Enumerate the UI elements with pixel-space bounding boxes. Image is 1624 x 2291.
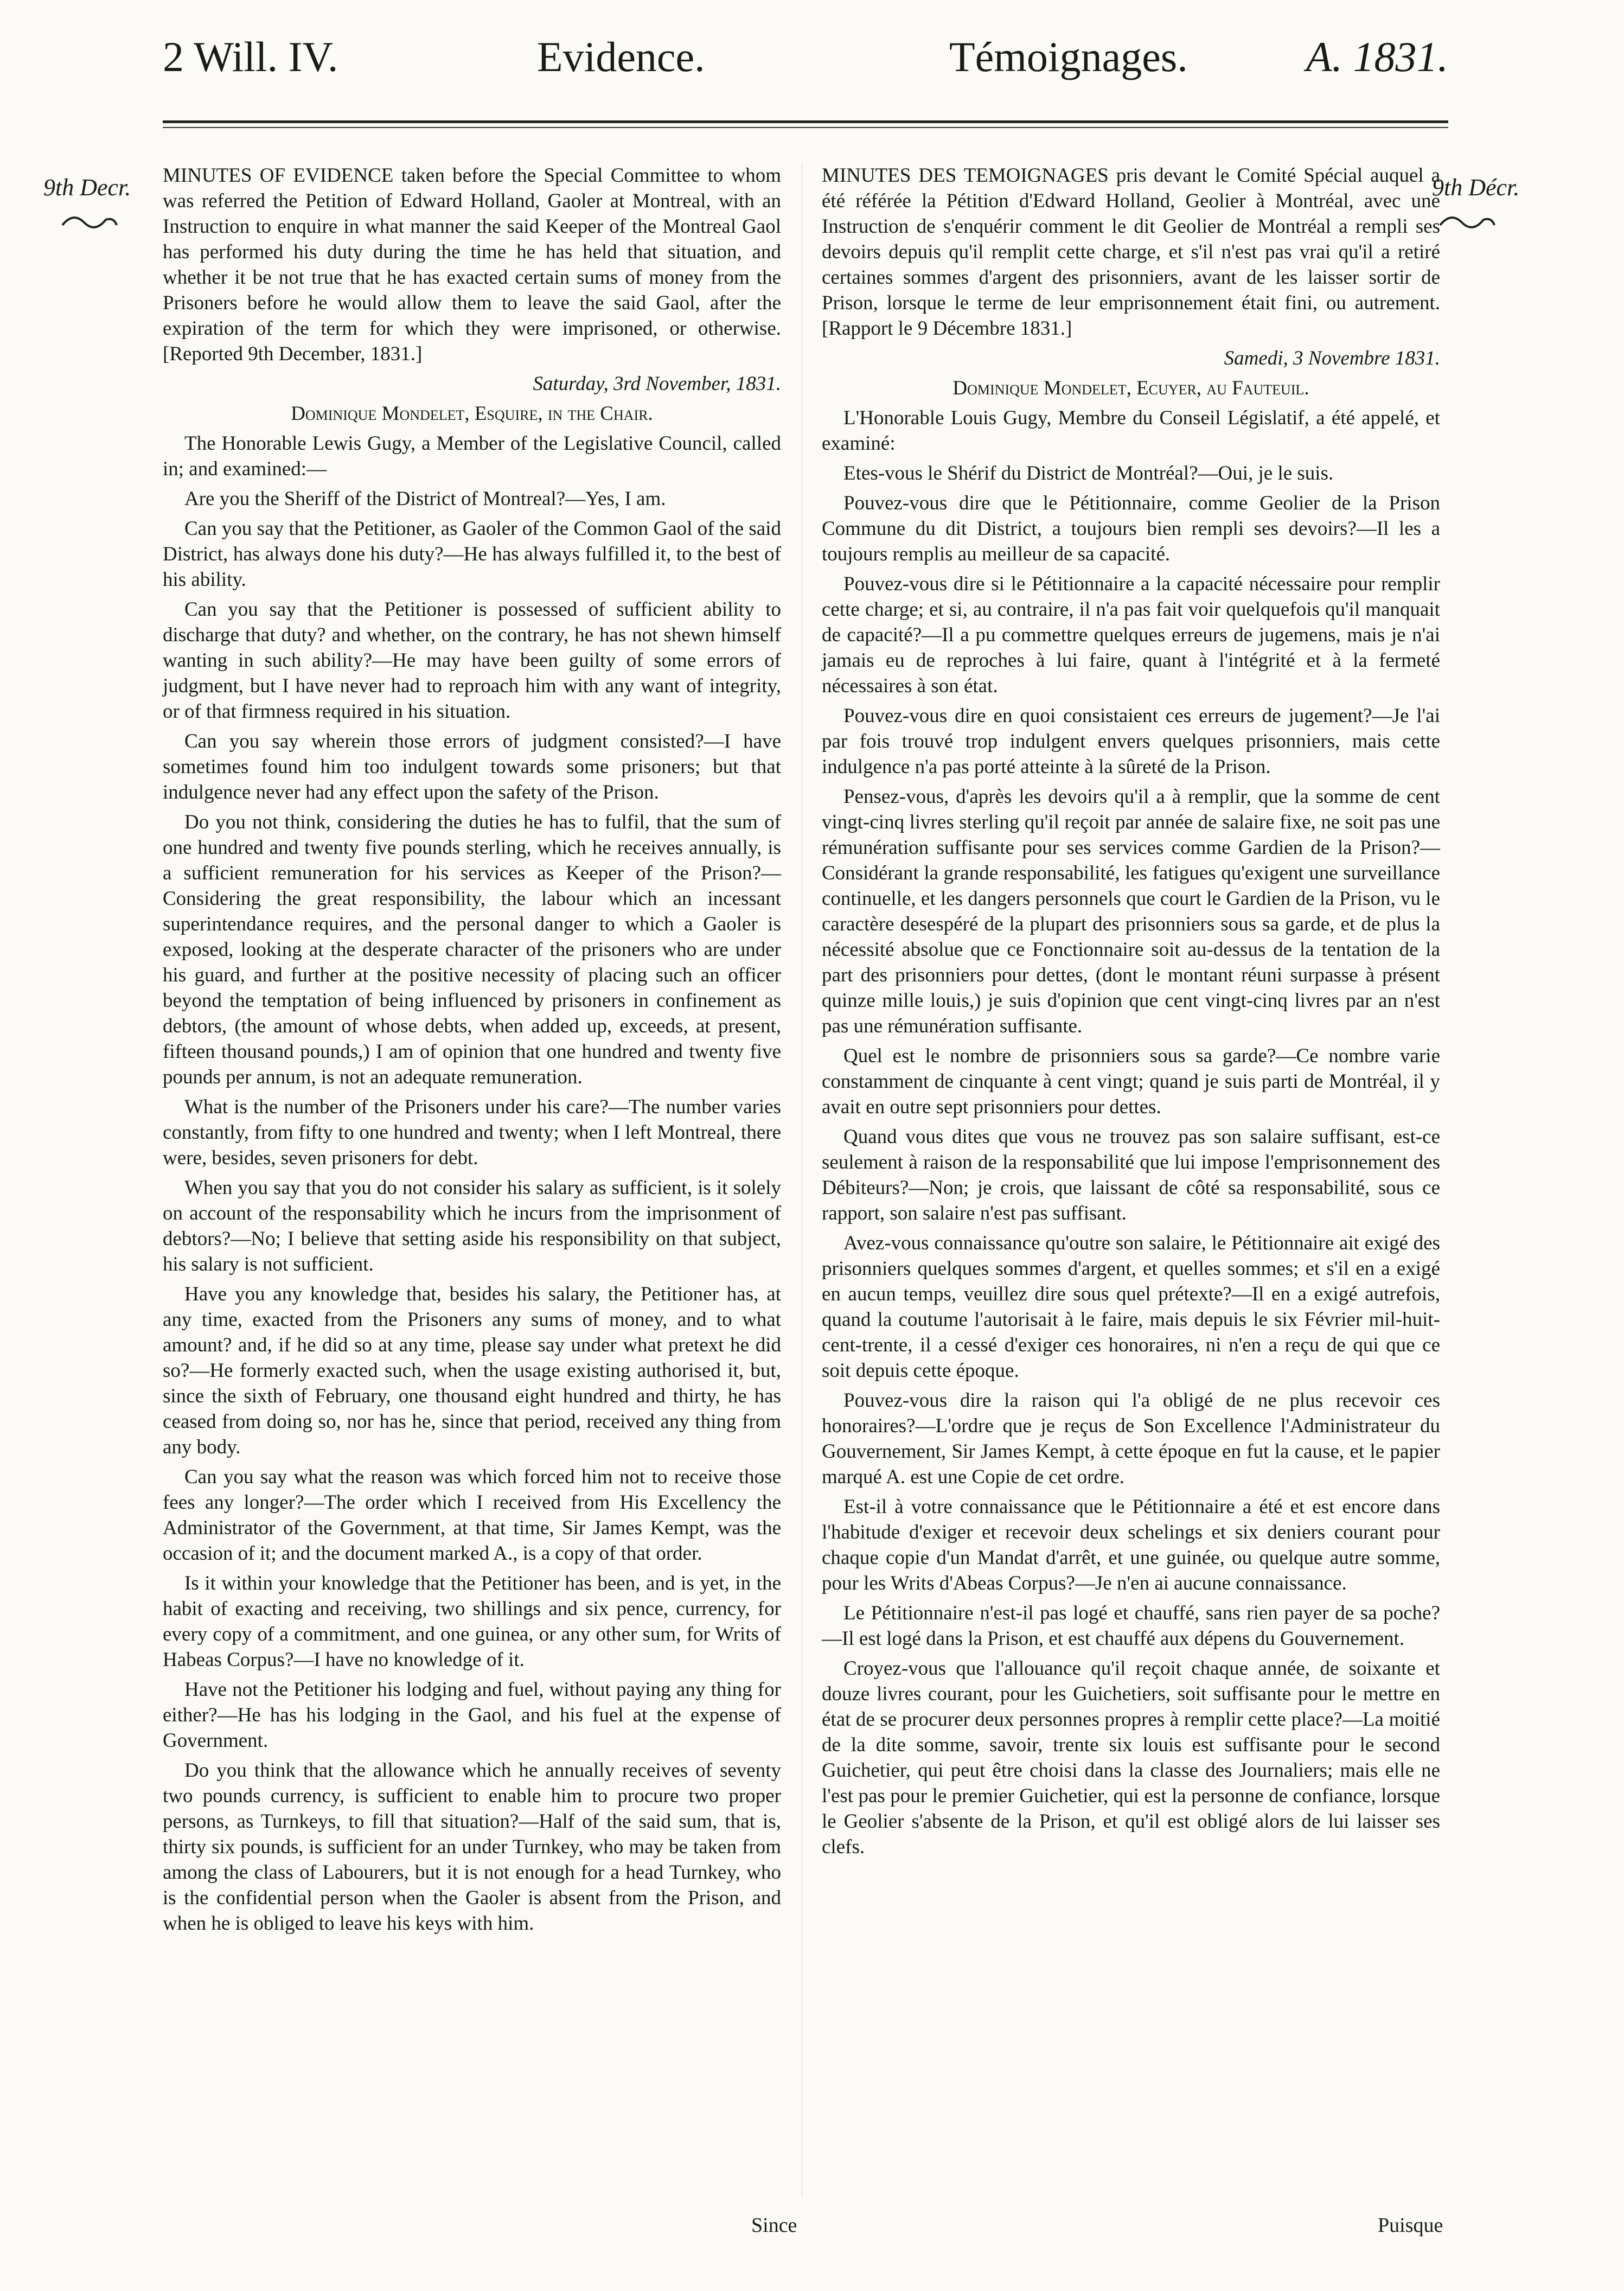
english-catchword: Since [751,2214,797,2237]
french-paragraph: Pensez-vous, d'après les devoirs qu'il a à remplir, que la somme de cent vingt-cinq livres sterling qu'il reçoit par année de salaire fixe, ne soit pas une rémunération suffisante pour ses services comme Gardien de la Prison?—Considérant la grande responsabilité, les fatigues qu'exigent une surveillance continuelle, et les dangers personnels que court le Gardien de la Prison, vu le caractère desespéré de la plupart des prisonniers sous sa garde, et de plus la nécessité absolue que ce Fonctionnaire soit au-dessus de la tentation de la part des prisonniers pour dettes, (dont le montant réuni surpasse à présent quinze mille louis,) je suis d'opinion que cent vingt-cinq livres par an n'est pas une rémunération suffisante. [822,786,1440,1037]
english-paragraph: Can you say wherein those errors of judgment consisted?—I have sometimes found him too indulgent towards some prisoners; but that indulgence never had any effect upon the safety of the Prison. [163,730,781,803]
french-chair: Dominique Mondelet, Ecuyer, au Fauteuil. [952,377,1309,399]
english-paragraph: The Honorable Lewis Gugy, a Member of the Legislative Council, called in; and examined:— [163,432,781,480]
english-intro-of: OF [259,164,286,187]
french-intro-text: pris devant le Comité Spécial auquel a été référée la Pétition d'Edward Holland, Geolier à Montréal, avec une Instruction de s'enquérir comment le dit Geolier de Montréal a rempli ses devoirs depuis qu'il remplit cette charge, et s'il n'est pas vrai qu'il a retiré certaines sommes d'argent des prisonniers, avant de les laisser sortir de Prison, lorsque le terme de leur emprisonnement était fini, ou autrement. [Rapport le 9 Décembre 1831.] [822,164,1441,340]
french-paragraph: Pouvez-vous dire que le Pétitionnaire, comme Geolier de la Prison Commune du dit District, a toujours bien rempli ses devoirs?—Il les a toujours remplis au meilleur de sa capacité. [822,492,1440,565]
english-paragraph: Are you the Sheriff of the District of Montreal?—Yes, I am. [184,488,666,510]
french-paragraph: Quel est le nombre de prisonniers sous sa garde?—Ce nombre varie constamment de cinquante à cent vingt; quand je suis parti de Montréal, il y avait en outre sept prisonniers pour dettes. [822,1045,1440,1118]
french-paragraph: Est-il à votre connaissance que le Pétitionnaire a été et est encore dans l'habitude d'exiger et recevoir deux schelings et six deniers courant pour chaque copie d'un Mandat d'arrêt, et une guinée, ou quelque autre somme, pour les Writs d'Abeas Corpus?—Je n'en ai aucune connaissance. [822,1496,1440,1594]
header-rule-thin [163,127,1448,128]
french-paragraph: Le Pétitionnaire n'est-il pas logé et chauffé, sans rien payer de sa poche?—Il est logé dans la Prison, et est chauffé aux dépens du Gouvernement. [822,1602,1440,1650]
french-paragraph: Etes-vous le Shérif du District de Montréal?—Oui, je le suis. [843,462,1334,484]
english-paragraph: Can you say that the Petitioner is possessed of sufficient ability to discharge that duty? and whether, on the contrary, he has not shewn himself wanting in such ability?—He may have been guilty of some errors of judgment, but I have never had to reproach him with any want of integrity, or of that firmness required in his situation. [163,598,781,723]
header-regnal-year: 2 Will. IV. [163,33,338,80]
english-paragraph: Do you not think, considering the duties he has to fulfil, that the sum of one hundred and twenty five pounds sterling, which he receives annually, is a sufficient remuneration for his services as Keeper of the Prison?—Considering the great responsibility, the labour which an incessant superintendance requires, and the personal danger to which a Gaoler is exposed, looking at the desperate character of the prisoners who are under his guard, and further at the positive necessity of placing such an officer beyond the temptation of being influenced by prisoners in confinement as debtors, (the amount of whose debts, when added up, exceeds, at present, fifteen thousand pounds,) I am of opinion that one hundred and twenty five pounds per annum, is not an adequate remuneration. [163,811,781,1088]
french-paragraph: Quand vous dites que vous ne trouvez pas son salaire suffisant, est-ce seulement à raison de la responsabilité que lui impose l'emprisonnement des Débiteurs?—Non; je crois, que laissant de côté sa responsabilité, sous ce rapport, son salaire n'est pas suffisant. [822,1126,1440,1224]
english-intro-text: taken before the Special Committee to whom was referred the Petition of Edward Holland, Gaoler at Montreal, with an Instruction to enquire in what manner the said Keeper of the Montreal Gaol has performed his duty during the time he has held that situation, and whether it be not true that he has exacted certain sums of money from the Prisoners before he would allow them to leave the said Gaol, after the expiration of the term for which they were imprisoned, or otherwise. [Reported 9th December, 1831.] [163,164,782,365]
french-paragraph: Croyez-vous que l'allouance qu'il reçoit chaque année, de soixante et douze livres courant, pour les Guichetiers, soit suffisante pour le mettre en état de se procurer deux personnes propres à remplir cette place?—La moitié de la dite somme, savoir, trente six louis est suffisante pour le second Guichetier, qui peut être choisi dans la classe des Journaliers; mais elle ne l'est pas pour le premier Guichetier, qui est la personne de confiance, lorsque le Geolier s'absente de la Prison, et qu'il est obligé alors de lui laisser ses clefs. [822,1657,1440,1858]
english-paragraph: Have not the Petitioner his lodging and fuel, without paying any thing for either?—He has his lodging in the Gaol, and his fuel at the expense of Government. [163,1679,781,1752]
header-year: A. 1831. [1306,33,1448,80]
running-header [163,22,1448,98]
english-paragraph: Have you any knowledge that, besides his salary, the Petitioner has, at any time, exacted from the Prisoners any sums of money, and to what amount? and, if he did so at any time, please say under what pretext he did so?—He formerly exacted such, when the usage existing authorised it, but, since the sixth of February, one thousand eight hundred and thirty, he has ceased from doing so, nor has he, since that period, received any thing from any body. [163,1283,781,1458]
french-paragraph: Pouvez-vous dire la raison qui l'a obligé de ne plus recevoir ces honoraires?—L'ordre que je reçus de Son Excellence l'Administrateur du Gouvernement, Sir James Kempt, à cette époque en fut la cause, et le papier marqué A. est une Copie de cet ordre. [822,1389,1440,1488]
margin-date-right: 9th Décr. [1432,174,1520,201]
english-paragraph: What is the number of the Prisoners under his care?—The number varies constantly, from fifty to one hundred and twenty; when I left Montreal, there were, besides, seven prisoners for debt. [163,1096,781,1169]
header-evidence: Evidence. [537,33,705,80]
french-paragraph: Pouvez-vous dire si le Pétitionnaire a la capacité nécessaire pour remplir cette charge; et si, au contraire, il n'a pas fait voir quelquefois qu'il manquait de capacité?—Il a pu commettre quelques erreurs de jugemens, mais je n'ai jamais eu de reproches à lui faire, quant à l'intégrité et à la fermeté nécessaires à son état. [822,573,1440,697]
english-column [163,163,781,1941]
english-intro-evidence: EVIDENCE [293,164,394,187]
english-intro-minutes: MINUTES [163,164,252,187]
english-dateline: Saturday, 3rd November, 1831. [533,373,781,395]
french-column [822,163,1440,1864]
flourish-right [1437,209,1497,231]
english-intro [163,163,781,367]
flourish-left [60,209,119,231]
english-paragraph: Can you say that the Petitioner, as Gaoler of the Common Gaol of the said District, has always done his duty?—He has always fulfilled it, to the best of his ability. [163,518,781,591]
french-dateline: Samedi, 3 Novembre 1831. [1224,347,1440,369]
french-intro-minutes: MINUTES [822,164,911,187]
header-rule-thick [163,120,1448,123]
french-intro-temoignages: TEMOIGNAGES [963,164,1109,187]
margin-date-left: 9th Decr. [43,174,131,201]
french-intro-des: DES [918,164,957,187]
french-paragraph: L'Honorable Louis Gugy, Membre du Conseil Législatif, a été appelé, et examiné: [822,407,1440,455]
french-paragraph: Avez-vous connaissance qu'outre son salaire, le Pétitionnaire ait exigé des prisonniers quelques sommes d'argent, et quelles sommes; et s'il en a exigé en aucun temps, veuillez dire sous quel prétexte?—Il en a exigé autrefois, quand la coutume l'autorisait à le faire, mais depuis le six Février mil-huit-cent-trente, il a cessé d'exiger ces honoraires, ni n'en a reçu de qui que ce soit depuis cette époque. [822,1232,1440,1382]
french-paragraph: Pouvez-vous dire en quoi consistaient ces erreurs de jugement?—Je l'ai par fois trouvé trop indulgent envers quelques prisonniers, mais cette indulgence n'a pas porté atteinte à la sûreté de la Prison. [822,705,1440,778]
english-paragraph: Do you think that the allowance which he annually receives of seventy two pounds currency, is sufficient to enable him to procure two proper persons, as Turnkeys, to fill that situation?—Half of the said sum, that is, thirty six pounds, is sufficient for an under Turnkey, who may be taken from among the class of Labourers, but it is not enough for a head Turnkey, who is the confidential person when the Gaoler is absent from the Prison, and when he is obliged to leave his keys with him. [163,1759,781,1935]
header-temoignages: Témoignages. [949,33,1188,80]
french-intro [822,163,1440,341]
english-paragraph: Is it within your knowledge that the Petitioner has been, and is yet, in the habit of exacting and receiving, two shillings and six pence, currency, for every copy of a commitment, and one guinea, or any other sum, for Writs of Habeas Corpus?—I have no knowledge of it. [163,1572,781,1671]
english-paragraph: Can you say what the reason was which forced him not to receive those fees any longer?—The order which I received from His Excellency the Administrator of the Government, at that time, Sir James Kempt, was the occasion of it; and the document marked A., is a copy of that order. [163,1466,781,1565]
french-catchword: Puisque [1378,2214,1443,2237]
english-chair: Dominique Mondelet, Esquire, in the Chair. [291,403,653,425]
english-paragraph: When you say that you do not consider his salary as sufficient, is it solely on account of the responsability which he incurs from the imprisonment of debtors?—No; I believe that setting aside his responsibility on that subject, his salary is not sufficient. [163,1177,781,1275]
